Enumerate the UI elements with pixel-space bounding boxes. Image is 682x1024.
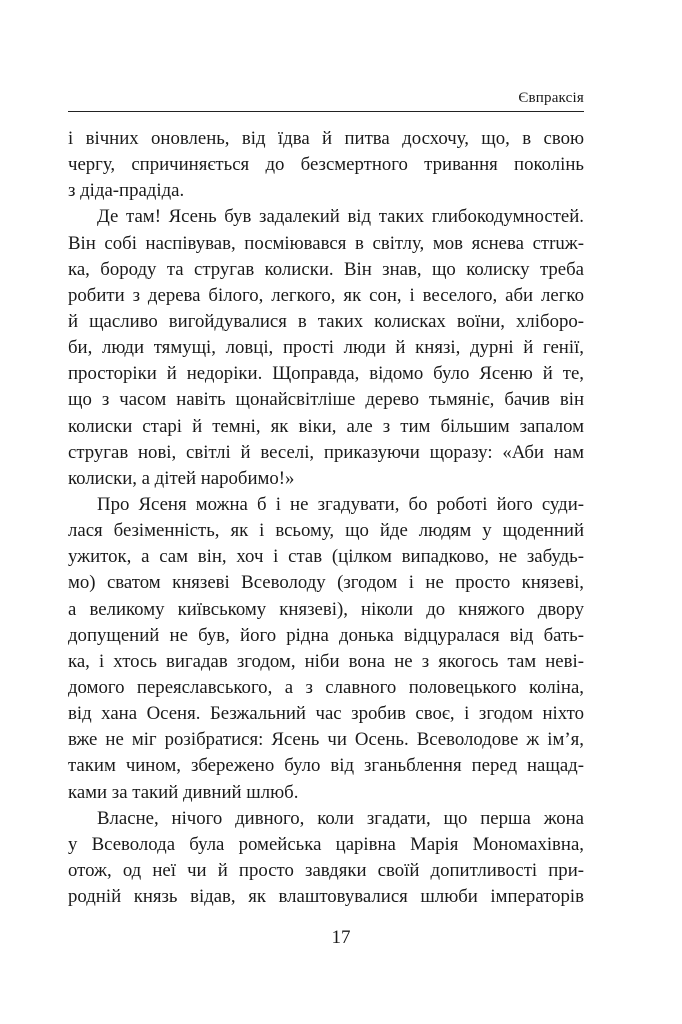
text-line: і вічних оновлень, від їдва й питва досхочу, що, в свою [68, 128, 584, 149]
text-line: й щасливо вигойдувалися в таких колисках воїни, хліборо- [68, 310, 584, 332]
text-line: колиски, а дітей наробимо!» [68, 467, 295, 489]
text-line: Він собі наспівував, посміювався в світлу, мов яснева стruж- [68, 232, 584, 254]
text-line: Де там! Ясень був задалекий від таких глибокодумностей. [97, 206, 584, 228]
text-line: чергу, спричиняється до безсмертного тривання поколінь [68, 154, 584, 176]
page-number: 17 [331, 927, 351, 948]
text-line: ужиток, а сам він, хоч і став (цілком випадково, не забудь- [68, 546, 584, 568]
text-line: лася безіменність, як і всьому, що йде людям у щоденний [68, 520, 584, 542]
text-line: родній князь відав, як влаштовувалися шлюби імператорів [68, 886, 584, 908]
text-line: таким чином, збережено було від зганьблення перед нащад- [68, 755, 584, 777]
header-rule [68, 111, 584, 112]
running-header: Євпраксія [518, 90, 584, 106]
text-line: допущений не був, його рідна донька відцуралася від бать- [68, 624, 584, 646]
text-line: ка, бороду та стругав колиски. Він знав, що колиску треба [68, 258, 584, 280]
text-line: ка, і хтось вигадав згодом, ніби вона не з якогось там неві- [68, 650, 584, 672]
text-line: колиски старі й темні, як віки, але з тим більшим запалом [68, 415, 584, 437]
text-line: від хана Осеня. Безжальний час зробив своє, і згодом ніхто [68, 703, 584, 725]
text-line: просторіки й недоріки. Щоправда, відомо було Ясеню й те, [68, 363, 584, 385]
text-line: ками за такий дивний шлюб. [68, 781, 299, 803]
text-line: робити з дерева білого, легкого, як сон, і веселого, аби легко [68, 284, 584, 306]
text-line: отож, од неї чи й просто завдяки своїй допитливості при- [68, 859, 584, 881]
text-line: би, люди тямущі, ловці, прості люди й князі, дурні й генії, [68, 337, 584, 359]
body-text [68, 126, 584, 910]
text-line: мо) сватом князеві Всеволоду (згодом і не просто князеві, [68, 572, 584, 594]
text-line: з діда-прадіда. [68, 180, 185, 202]
text-line: Власне, нічого дивного, коли згадати, що перша жона [97, 807, 584, 829]
text-line: вже не міг розібратися: Ясень чи Осень. Всеволодове ж ім’я, [68, 729, 584, 751]
text-line: у Всеволода була ромейська царівна Марія Мономахівна, [68, 833, 584, 855]
text-line: домого переяславського, а з славного половецького коліна, [68, 676, 584, 698]
text-line: Про Ясеня можна б і не згадувати, бо роботі його суди- [97, 493, 584, 515]
text-line: що з часом навіть щонайсвітліше дерево тьмяніє, бачив він [68, 389, 584, 411]
text-line: стругав нові, світлі й веселі, приказуючи щоразу: «Аби нам [68, 441, 584, 463]
text-line: а великому київському князеві), ніколи до княжого двору [68, 598, 584, 620]
